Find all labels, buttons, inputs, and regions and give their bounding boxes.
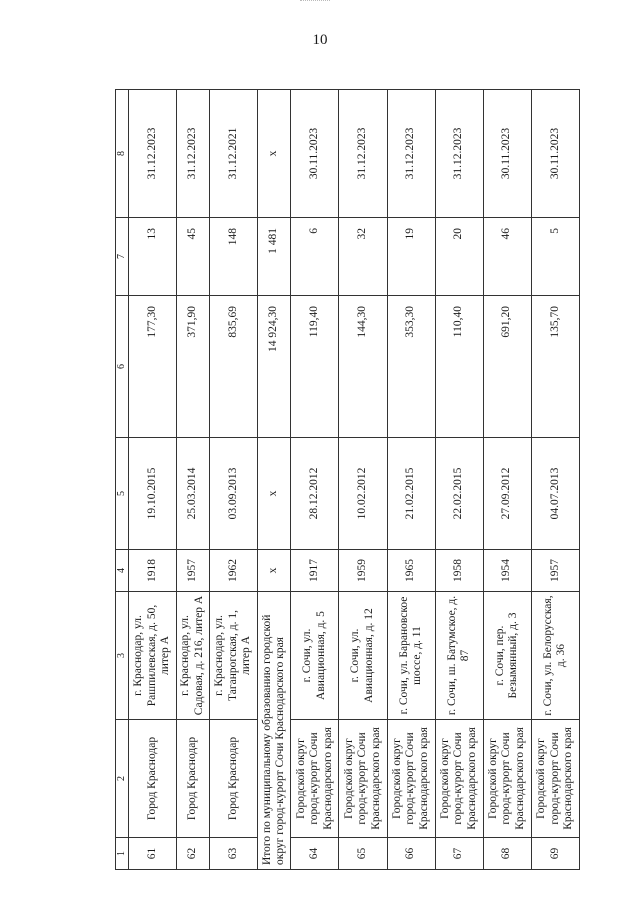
cell-owner: Город Краснодар xyxy=(210,720,258,838)
cell-year: 1958 xyxy=(435,550,483,592)
cell-deadline: 31.12.2023 xyxy=(128,90,176,218)
cell-owner: Городской округ город-курорт Сочи Краснодарского края xyxy=(483,720,531,838)
column-header: 4 xyxy=(116,550,129,592)
cell-n: 68 xyxy=(483,838,531,870)
cell-deadline: 31.12.2021 xyxy=(210,90,258,218)
total-year: x xyxy=(258,550,291,592)
cell-n: 62 xyxy=(176,838,209,870)
cell-n: 66 xyxy=(387,838,435,870)
cell-date: 22.02.2015 xyxy=(435,438,483,550)
cell-year: 1962 xyxy=(210,550,258,592)
total-label: Итого по муниципальному образованию городской округ город-курорт Сочи Краснодарского края xyxy=(258,592,291,870)
cell-n: 67 xyxy=(435,838,483,870)
cell-count: 6 xyxy=(291,218,339,296)
table-row xyxy=(483,90,531,870)
cell-year: 1957 xyxy=(176,550,209,592)
cell-area: 135,70 xyxy=(531,296,579,438)
cell-area: 835,69 xyxy=(210,296,258,438)
cell-address: г. Сочи, ш. Батумское, д. 87 xyxy=(435,592,483,720)
cell-date: 27.09.2012 xyxy=(483,438,531,550)
cell-n: 64 xyxy=(291,838,339,870)
cell-date: 25.03.2014 xyxy=(176,438,209,550)
cell-year: 1959 xyxy=(339,550,387,592)
table-row xyxy=(339,90,387,870)
header-row xyxy=(116,90,129,870)
column-header: 3 xyxy=(116,592,129,720)
cell-area: 353,30 xyxy=(387,296,435,438)
cell-address: г. Краснодар, ул. Рашпилевская, д. 50, литер А xyxy=(128,592,176,720)
cell-deadline: 31.12.2023 xyxy=(435,90,483,218)
cell-n: 63 xyxy=(210,838,258,870)
cell-owner: Городской округ город-курорт Сочи Краснодарского края xyxy=(531,720,579,838)
cell-address: г. Краснодар, ул. Садовая, д. 216, литер А xyxy=(176,592,209,720)
cell-count: 32 xyxy=(339,218,387,296)
cell-count: 19 xyxy=(387,218,435,296)
cell-n: 65 xyxy=(339,838,387,870)
table-row xyxy=(176,90,209,870)
scan-mark xyxy=(300,0,330,3)
cell-deadline: 31.12.2023 xyxy=(176,90,209,218)
column-header: 8 xyxy=(116,90,129,218)
table-row xyxy=(210,90,258,870)
column-header: 6 xyxy=(116,296,129,438)
cell-deadline: 30.11.2023 xyxy=(483,90,531,218)
cell-owner: Городской округ город-курорт Сочи Краснодарского края xyxy=(387,720,435,838)
total-area: 14 924,30 xyxy=(258,296,291,438)
table-row xyxy=(531,90,579,870)
column-header: 2 xyxy=(116,720,129,838)
data-table xyxy=(115,89,580,870)
table-row xyxy=(435,90,483,870)
total-deadline: x xyxy=(258,90,291,218)
cell-address: г. Сочи, ул. Барановское шоссе, д. 11 xyxy=(387,592,435,720)
cell-n: 69 xyxy=(531,838,579,870)
cell-address: г. Сочи, ул. Белорусская, д. 36 xyxy=(531,592,579,720)
cell-address: г. Сочи, ул. Авиационная, д. 12 xyxy=(339,592,387,720)
table-row xyxy=(387,90,435,870)
cell-area: 371,90 xyxy=(176,296,209,438)
cell-owner: Городской округ город-курорт Сочи Краснодарского края xyxy=(339,720,387,838)
table-row xyxy=(128,90,176,870)
cell-area: 110,40 xyxy=(435,296,483,438)
column-header: 1 xyxy=(116,838,129,870)
cell-area: 691,20 xyxy=(483,296,531,438)
cell-date: 21.02.2015 xyxy=(387,438,435,550)
cell-area: 177,30 xyxy=(128,296,176,438)
cell-date: 10.02.2012 xyxy=(339,438,387,550)
cell-owner: Город Краснодар xyxy=(176,720,209,838)
cell-area: 119,40 xyxy=(291,296,339,438)
cell-deadline: 31.12.2023 xyxy=(339,90,387,218)
cell-date: 03.09.2013 xyxy=(210,438,258,550)
cell-year: 1957 xyxy=(531,550,579,592)
cell-deadline: 31.12.2023 xyxy=(387,90,435,218)
cell-year: 1917 xyxy=(291,550,339,592)
cell-count: 45 xyxy=(176,218,209,296)
rotated-table-wrapper xyxy=(115,90,580,870)
cell-count: 20 xyxy=(435,218,483,296)
cell-area: 144,30 xyxy=(339,296,387,438)
cell-date: 19.10.2015 xyxy=(128,438,176,550)
cell-address: г. Сочи, ул. Авиационная, д. 5 xyxy=(291,592,339,720)
total-row xyxy=(258,90,291,870)
cell-address: г. Краснодар, ул. Таганрогская, д. 1, литер А xyxy=(210,592,258,720)
table-row xyxy=(291,90,339,870)
total-count: 1 481 xyxy=(258,218,291,296)
cell-owner: Городской округ город-курорт Сочи Краснодарского края xyxy=(291,720,339,838)
page-number: 10 xyxy=(312,32,328,48)
cell-count: 13 xyxy=(128,218,176,296)
column-header: 7 xyxy=(116,218,129,296)
cell-date: 28.12.2012 xyxy=(291,438,339,550)
cell-year: 1954 xyxy=(483,550,531,592)
column-header: 5 xyxy=(116,438,129,550)
cell-year: 1918 xyxy=(128,550,176,592)
cell-owner: Город Краснодар xyxy=(128,720,176,838)
cell-deadline: 30.11.2023 xyxy=(291,90,339,218)
cell-count: 5 xyxy=(531,218,579,296)
cell-owner: Городской округ город-курорт Сочи Краснодарского края xyxy=(435,720,483,838)
cell-address: г. Сочи, пер. Безымянный, д. 3 xyxy=(483,592,531,720)
cell-n: 61 xyxy=(128,838,176,870)
cell-year: 1965 xyxy=(387,550,435,592)
total-date: x xyxy=(258,438,291,550)
cell-count: 46 xyxy=(483,218,531,296)
cell-deadline: 30.11.2023 xyxy=(531,90,579,218)
cell-date: 04.07.2013 xyxy=(531,438,579,550)
cell-count: 148 xyxy=(210,218,258,296)
